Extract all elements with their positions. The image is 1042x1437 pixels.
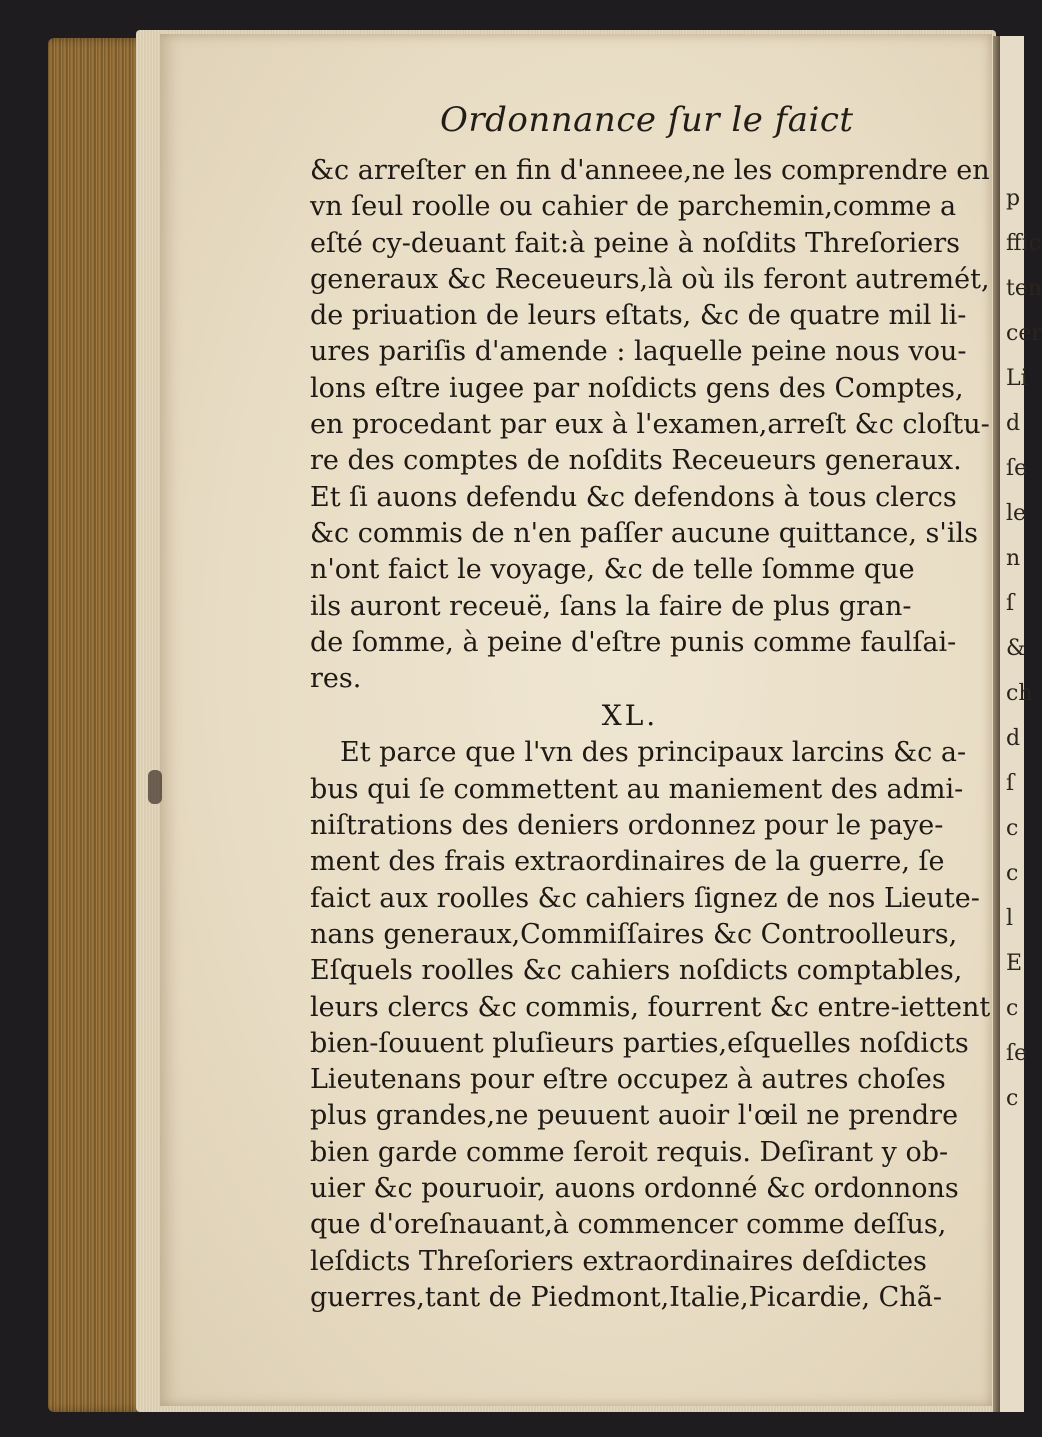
running-title: Ordonnance ſur le faict [440, 100, 854, 140]
text-line: bien garde comme ſeroit requis. Deſirant y ob- [310, 1136, 949, 1168]
section-heading: XL. [601, 699, 659, 733]
adjacent-page-fragment: le [1006, 501, 1027, 526]
text-line: Eſquels roolles &c cahiers noſdicts comptables, [310, 955, 963, 987]
adjacent-page-fragment: Li [1006, 366, 1028, 391]
text-line: leſdicts Threſoriers extraordinaires deſdictes [310, 1245, 927, 1277]
adjacent-page-fragment: ffic [1006, 231, 1041, 256]
text-line: &c commis de n'en paſſer aucune quittance, s'ils [310, 517, 978, 549]
text-line: plus grandes,ne peuuent auoir l'œil ne prendre [310, 1100, 959, 1132]
adjacent-page-fragment: c [1006, 861, 1019, 886]
text-line: que d'oreſnauant,à commencer comme deſſus, [310, 1209, 947, 1241]
text-line: niſtrations des deniers ordonnez pour le paye- [310, 810, 944, 842]
adjacent-page-fragment: ſe [1006, 1041, 1028, 1066]
adjacent-page-fragment: p [1006, 186, 1021, 211]
text-line: de priuation de leurs eſtats, &c de quatre mil li- [310, 300, 967, 332]
adjacent-page-fragment: cer [1006, 321, 1042, 346]
text-line: ment des frais extraordinaires de la guerre, ſe [310, 846, 945, 878]
text-line: n'ont faict le voyage, &c de telle ſomme que [310, 554, 915, 586]
text-line: en procedant par eux à l'examen,arreſt &c cloſtu- [310, 409, 990, 441]
text-line: bus qui ſe commettent au maniement des admi- [310, 773, 964, 805]
text-line: bien-ſouuent pluſieurs parties,eſquelles noſdicts [310, 1027, 969, 1059]
text-line: uier &c pouruoir, auons ordonné &c ordonnons [310, 1173, 959, 1205]
adjacent-page-fragment: & [1006, 636, 1026, 661]
text-line: ures pariſis d'amende : laquelle peine nous vou- [310, 336, 967, 368]
text-line: &c arreſter en fin d'anneee,ne les comprendre en [310, 155, 990, 186]
adjacent-page-fragment: d [1006, 726, 1021, 751]
text-line: res. [310, 663, 362, 695]
text-line: de ſomme, à peine d'eſtre punis comme faulſai- [310, 626, 957, 658]
text-line: generaux &c Receueurs,là où ils feront autremét, [310, 263, 990, 295]
text-line: faict aux roolles &c cahiers ſignez de nos Lieute- [310, 882, 980, 914]
text-line: Et ſi auons defendu &c defendons à tous clercs [310, 481, 957, 513]
text-line: eſté cy-deuant fait:à peine à noſdits Threſoriers [310, 227, 960, 259]
text-line: re des comptes de noſdits Receueurs generaux. [310, 445, 962, 477]
adjacent-page-fragment: c [1006, 996, 1019, 1021]
adjacent-page-fragment: l [1006, 906, 1014, 931]
adjacent-page-edge [1000, 36, 1042, 1412]
adjacent-page-fragment: c [1006, 816, 1019, 841]
adjacent-page-fragment: ten [1006, 276, 1042, 301]
text-line: leurs clercs &c commis, fourrent &c entre-iettent [310, 991, 991, 1023]
adjacent-page-fragment: ch [1006, 681, 1033, 706]
text-line: ils auront receuë, ſans la faire de plus gran- [310, 590, 912, 622]
body-text [310, 153, 991, 1316]
text-line: Et parce que l'vn des principaux larcins &c a- [340, 737, 967, 769]
text-line: guerres,tant de Piedmont,Italie,Picardie, Chã- [310, 1281, 942, 1313]
adjacent-page-fragment: ſ [1006, 771, 1015, 796]
adjacent-page-fragment: E [1006, 951, 1023, 976]
text-line: vn ſeul roolle ou cahier de parchemin,comme a [310, 191, 957, 223]
edge-mark [148, 770, 162, 804]
adjacent-page-fragment: ſe [1006, 456, 1028, 481]
adjacent-page-fragment: c [1006, 1086, 1019, 1111]
text-line: nans generaux,Commiſſaires &c Controolleurs, [310, 918, 958, 950]
adjacent-page-fragment: d [1006, 411, 1021, 436]
adjacent-page-fragment: n [1006, 546, 1021, 571]
text-line: lons eſtre iugee par noſdicts gens des Comptes, [310, 372, 964, 404]
text-line: Lieutenans pour eſtre occupez à autres choſes [310, 1064, 946, 1096]
adjacent-page-fragment: ſ [1006, 591, 1015, 616]
